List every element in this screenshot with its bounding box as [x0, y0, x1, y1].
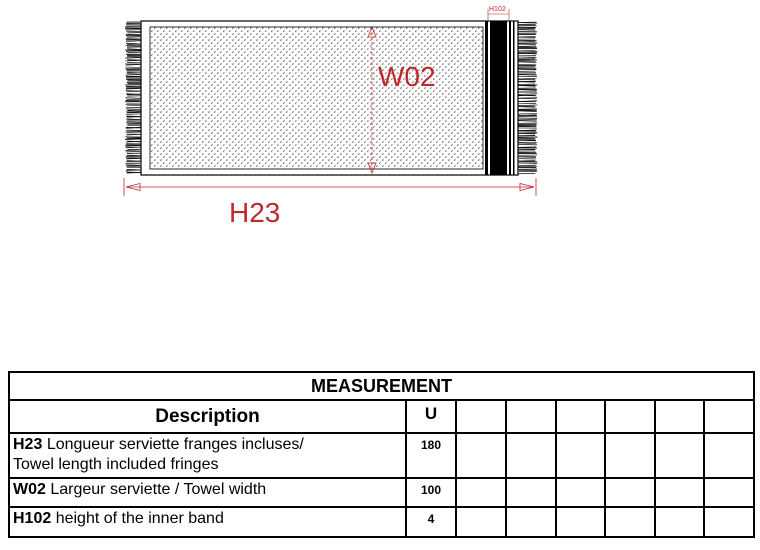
length-dimension — [124, 178, 536, 196]
description-header: Description — [9, 400, 406, 433]
empty-cell — [506, 478, 556, 507]
empty-cell — [456, 433, 506, 478]
towel-inner-border — [150, 27, 483, 169]
empty-cell — [456, 507, 506, 537]
empty-cell — [605, 400, 655, 433]
empty-cell — [655, 400, 704, 433]
table-title: MEASUREMENT — [9, 372, 754, 400]
row-value: 100 — [406, 478, 456, 507]
empty-cell — [456, 400, 506, 433]
empty-cell — [605, 433, 655, 478]
empty-cell — [704, 507, 754, 537]
row-code: W02 — [13, 481, 46, 498]
empty-cell — [556, 478, 605, 507]
empty-cell — [655, 433, 704, 478]
left-fringe — [125, 22, 142, 173]
row-text-continued: Towel length included fringes — [13, 456, 219, 473]
empty-cell — [704, 400, 754, 433]
empty-cell — [506, 400, 556, 433]
row-description — [9, 433, 406, 478]
empty-cell — [704, 478, 754, 507]
row-code: H23 — [13, 436, 43, 453]
empty-cell — [456, 478, 506, 507]
row-description — [9, 478, 406, 507]
empty-cell — [704, 433, 754, 478]
empty-cell — [556, 400, 605, 433]
measurement-table — [8, 371, 755, 538]
row-value: 180 — [406, 433, 456, 478]
empty-cell — [506, 433, 556, 478]
row-text: height of the inner band — [55, 510, 224, 527]
table-row — [9, 433, 754, 478]
empty-cell — [506, 507, 556, 537]
width-label: W02 — [378, 61, 436, 92]
row-code: H102 — [13, 510, 52, 527]
row-value: 4 — [406, 507, 456, 537]
empty-cell — [605, 478, 655, 507]
row-description — [9, 507, 406, 537]
length-label: H23 — [229, 197, 281, 228]
table-row — [9, 507, 754, 537]
empty-cell — [655, 507, 704, 537]
table-row — [9, 478, 754, 507]
table-header-row — [9, 400, 754, 433]
empty-cell — [556, 433, 605, 478]
right-fringe — [517, 22, 537, 174]
unit-header: U — [406, 400, 456, 433]
row-text: Largeur serviette / Towel width — [50, 481, 267, 498]
empty-cell — [655, 478, 704, 507]
empty-cell — [556, 507, 605, 537]
row-text: Longueur serviette franges incluses/ — [46, 436, 304, 453]
empty-cell — [605, 507, 655, 537]
band-label: H102 — [489, 6, 506, 13]
